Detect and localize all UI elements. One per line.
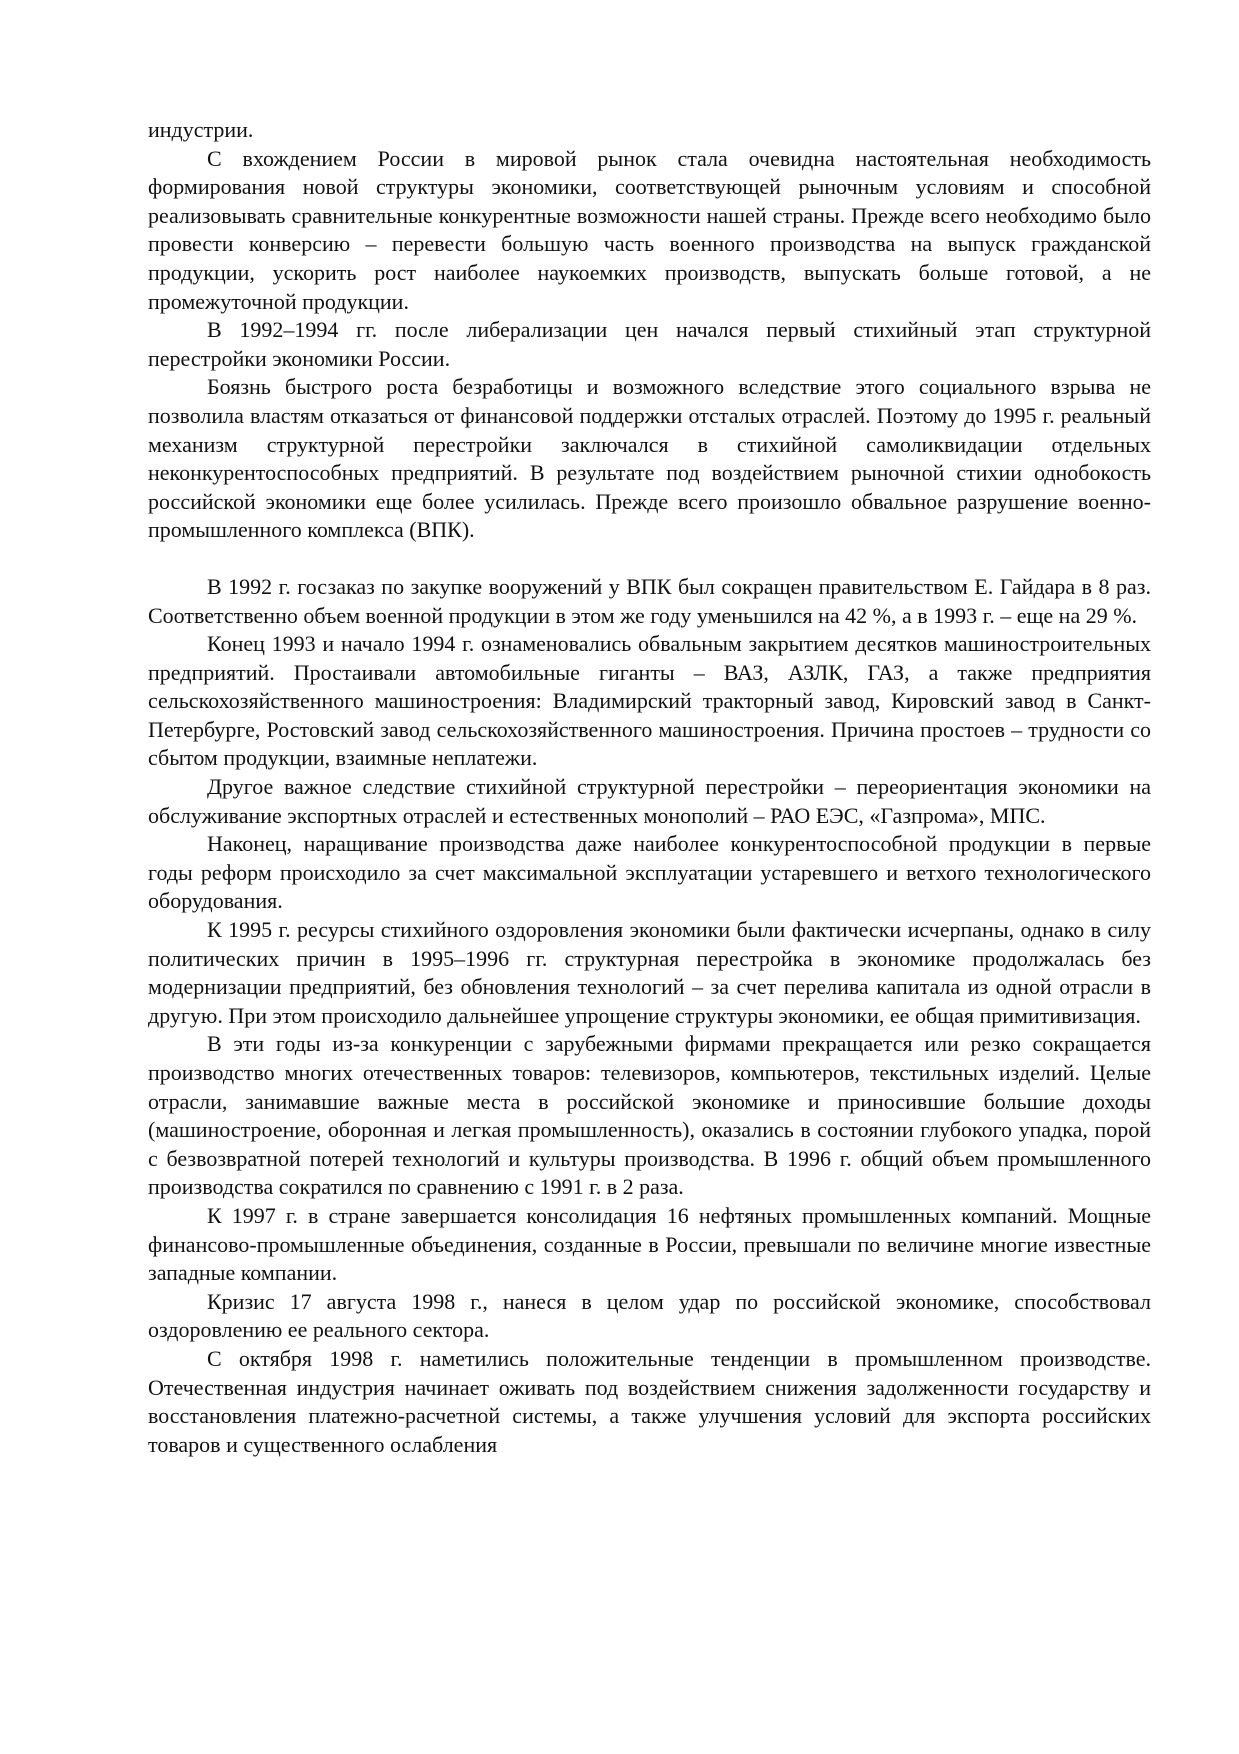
- paragraph-3: В 1992–1994 гг. после либерализации цен начался первый стихийный этап структурной перестройки экономики России.: [148, 317, 1151, 371]
- paragraph-4: Боязнь быстрого роста безработицы и возможного вследствие этого социального взрыва не позволила властям отказаться от финансовой поддержки отсталых отраслей. Поэтому до 1995 г. реальный механизм структурной перестройки заключался в стихийной самоликвидации отдельных неконкурентоспособных предприятий. В результате под воздействием рыночной стихии однобокость российской экономики еще более усилилась. Прежде всего произошло обвальное разрушение военно-промышленного комплекса (ВПК).: [148, 374, 1151, 543]
- paragraph-9: К 1995 г. ресурсы стихийного оздоровления экономики были фактически исчерпаны, однако в силу политических причин в 1995–1996 гг. структурная перестройка в экономике продолжалась без модернизации предприятий, без обновления технологий – за счет перелива капитала из одной отрасли в другую. При этом происходило дальнейшее упрощение структуры экономики, ее общая примитивизация.: [148, 917, 1151, 1028]
- paragraph-2: С вхождением России в мировой рынок стала очевидна настоятельная необходимость формирования новой структуры экономики, соответствующей рыночным условиям и способной реализовывать сравнительные конкурентные возможности нашей страны. Прежде всего необходимо было провести конверсию – перевести большую часть военного производства на выпуск гражданской продукции, ускорить рост наиболее наукоемких производств, выпускать больше готовой, а не промежуточной продукции.: [148, 145, 1151, 314]
- paragraph-1: индустрии.: [148, 117, 254, 142]
- paragraph-10: В эти годы из-за конкуренции с зарубежными фирмами прекращается или резко сокращается производство многих отечественных товаров: телевизоров, компьютеров, текстильных изделий. Целые отрасли, занимавшие важные места в российской экономике и приносившие большие доходы (машиностроение, оборонная и легкая промышленность), оказались в состоянии глубокого упадка, порой с безвозвратной потерей технологий и культуры производства. В 1996 г. общий объем промышленного производства сократился по сравнению с 1991 г. в 2 раза.: [148, 1031, 1151, 1200]
- paragraph-6: Конец 1993 и начало 1994 г. ознаменовались обвальным закрытием десятков машиностроительных предприятий. Простаивали автомобильные гиганты – ВАЗ, АЗЛК, ГАЗ, а также предприятия сельскохозяйственного машиностроения: Владимирский тракторный завод, Кировский завод в Санкт-Петербурге, Ростовский завод сельскохозяйственного машиностроения. Причина простоев – трудности со сбытом продукции, взаимные неплатежи.: [148, 631, 1151, 771]
- paragraph-13: С октября 1998 г. наметились положительные тенденции в промышленном производстве. Отечественная индустрия начинает оживать под воздействием снижения задолженности государству и восстановления платежно-расчетной системы, а также улучшения условий для экспорта российских товаров и существенного ослабления: [148, 1345, 1151, 1457]
- paragraph-7: Другое важное следствие стихийной структурной перестройки – переориентация экономики на обслуживание экспортных отраслей и естественных монополий – РАО ЕЭС, «Газпрома», МПС.: [148, 774, 1151, 828]
- paragraph-11: К 1997 г. в стране завершается консолидация 16 нефтяных промышленных компаний. Мощные финансово-промышленные объединения, созданные в России, превышали по величине многие известные западные компании.: [148, 1202, 1151, 1286]
- document-page: [148, 116, 1151, 1459]
- paragraph-8: Наконец, наращивание производства даже наиболее конкурентоспособной продукции в первые годы реформ происходило за счет максимальной эксплуатации устаревшего и ветхого технологического оборудования.: [148, 831, 1151, 914]
- paragraph-5: В 1992 г. госзаказ по закупке вооружений у ВПК был сокращен правительством Е. Гайдара в 8 раз. Соответственно объем военной продукции в этом же году уменьшился на 42 %, а в 1993 г. – еще на 29 %.: [148, 573, 1151, 628]
- paragraph-12: Кризис 17 августа 1998 г., нанеся в целом удар по российской экономике, способствовал оздоровлению ее реального сектора.: [148, 1288, 1151, 1343]
